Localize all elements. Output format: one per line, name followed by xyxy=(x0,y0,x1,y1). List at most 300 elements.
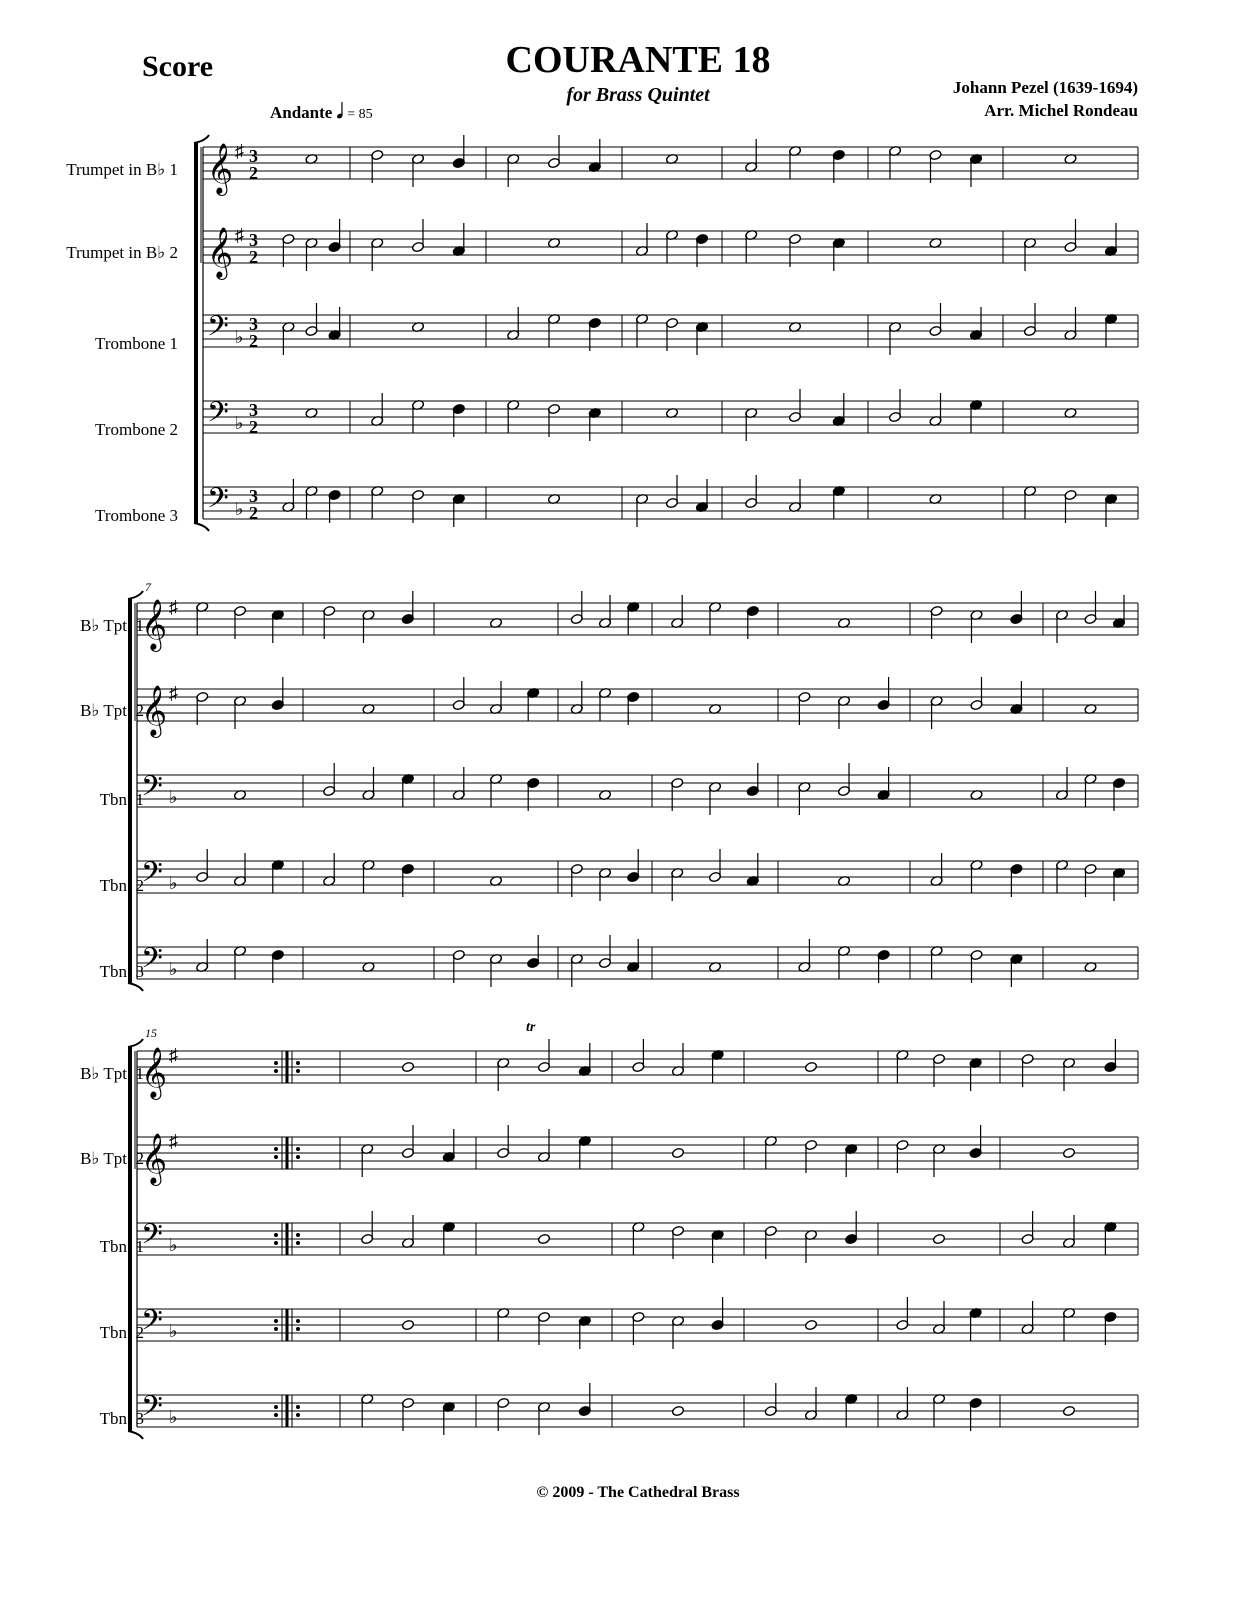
treble-clef-icon: 𝄞 xyxy=(141,1048,168,1097)
composer-credit: Johann Pezel (1639-1694) xyxy=(952,78,1138,97)
note-head xyxy=(930,945,943,956)
bass-clef-icon: 𝄢 xyxy=(141,944,163,981)
note-head xyxy=(695,321,708,332)
tempo-metronome: = 85 xyxy=(347,107,373,122)
bracket-hook xyxy=(128,983,143,991)
note-head xyxy=(671,617,684,628)
piece-title: COURANTE 18 xyxy=(505,39,771,81)
note-head xyxy=(196,961,209,972)
note-head xyxy=(930,695,943,706)
note-head xyxy=(547,313,560,324)
note-head xyxy=(845,1393,858,1404)
note-head xyxy=(233,875,246,886)
note-head xyxy=(1023,485,1036,496)
note-head xyxy=(627,961,640,972)
time-signature-top: 3 xyxy=(249,314,258,334)
note-head xyxy=(764,1135,777,1146)
note-head xyxy=(1023,237,1036,248)
note-head xyxy=(746,785,759,796)
instrument-short-trombone-1: Tbn. 1 xyxy=(99,790,144,809)
note-head xyxy=(537,1233,550,1244)
note-head xyxy=(489,773,502,784)
note-head xyxy=(452,245,465,256)
note-head xyxy=(708,703,721,714)
time-signature-top: 3 xyxy=(249,146,258,166)
note-head xyxy=(1010,953,1023,964)
note-head xyxy=(671,1147,684,1158)
flat-icon: ♭ xyxy=(169,873,178,893)
note-head xyxy=(798,781,811,792)
treble-clef-icon: 𝄞 xyxy=(207,228,234,277)
note-head xyxy=(632,1061,645,1072)
note-head xyxy=(271,609,284,620)
note-head xyxy=(537,1061,550,1072)
treble-clef-icon: 𝄞 xyxy=(141,600,168,649)
flat-icon: ♭ xyxy=(169,787,178,807)
note-head xyxy=(588,407,601,418)
note-head xyxy=(745,407,758,418)
note-head xyxy=(1062,1307,1075,1318)
note-head xyxy=(1064,489,1077,500)
note-head xyxy=(1064,153,1077,164)
instrument-short-trombone-3: Tbn. 3 xyxy=(99,962,144,981)
note-head xyxy=(362,789,375,800)
note-head xyxy=(1062,1405,1075,1416)
note-head xyxy=(489,617,502,628)
note-head xyxy=(1062,1237,1075,1248)
repeat-dot xyxy=(296,1233,300,1237)
note-head xyxy=(745,497,758,508)
note-head xyxy=(929,415,942,426)
sharp-icon: ♯ xyxy=(235,141,244,161)
note-head xyxy=(1062,1147,1075,1158)
repeat-dot xyxy=(274,1327,278,1331)
repeat-dot xyxy=(274,1155,278,1159)
note-head xyxy=(371,149,384,160)
note-head xyxy=(497,1057,510,1068)
note-head xyxy=(507,153,520,164)
note-head xyxy=(1104,493,1117,504)
note-head xyxy=(970,789,983,800)
note-head xyxy=(305,407,318,418)
note-head xyxy=(578,1405,591,1416)
note-head xyxy=(837,785,850,796)
note-head xyxy=(196,601,209,612)
note-head xyxy=(877,949,890,960)
note-head xyxy=(371,485,384,496)
note-head xyxy=(1055,859,1068,870)
note-head xyxy=(1112,777,1125,788)
treble-clef-icon: 𝄞 xyxy=(141,686,168,735)
repeat-dot xyxy=(296,1405,300,1409)
note-head xyxy=(929,493,942,504)
note-head xyxy=(665,407,678,418)
bass-clef-icon: 𝄢 xyxy=(207,398,229,435)
bass-clef-icon: 𝄢 xyxy=(207,484,229,521)
note-head xyxy=(233,605,246,616)
note-head xyxy=(932,1323,945,1334)
bracket-hook xyxy=(128,1431,143,1439)
note-head xyxy=(1104,1221,1117,1232)
note-head xyxy=(804,1409,817,1420)
measure-number: 7 xyxy=(145,580,151,594)
flat-icon: ♭ xyxy=(235,413,244,433)
bass-clef-icon: 𝄢 xyxy=(207,312,229,349)
note-head xyxy=(1055,609,1068,620)
note-head xyxy=(452,157,465,168)
note-head xyxy=(570,703,583,714)
note-head xyxy=(896,1049,909,1060)
note-head xyxy=(671,1225,684,1236)
note-head xyxy=(969,1057,982,1068)
note-head xyxy=(1010,703,1023,714)
note-head xyxy=(877,699,890,710)
note-head xyxy=(328,241,341,252)
note-head xyxy=(328,329,341,340)
note-head xyxy=(411,489,424,500)
note-head xyxy=(507,329,520,340)
note-head xyxy=(788,501,801,512)
bass-clef-icon: 𝄢 xyxy=(141,1392,163,1429)
note-head xyxy=(711,1319,724,1330)
sharp-icon: ♯ xyxy=(169,1045,178,1065)
note-head xyxy=(635,493,648,504)
note-head xyxy=(1010,863,1023,874)
note-head xyxy=(969,329,982,340)
note-head xyxy=(452,403,465,414)
note-head xyxy=(635,313,648,324)
flat-icon: ♭ xyxy=(169,1407,178,1427)
note-head xyxy=(929,149,942,160)
note-head xyxy=(371,415,384,426)
note-head xyxy=(362,703,375,714)
note-head xyxy=(970,949,983,960)
time-signature-bottom: 2 xyxy=(249,331,258,351)
note-head xyxy=(401,1397,414,1408)
note-head xyxy=(671,1065,684,1076)
instrument-short-trombone-2: Tbn. 2 xyxy=(99,1323,144,1342)
repeat-dot xyxy=(274,1233,278,1237)
note-head xyxy=(969,1147,982,1158)
note-head xyxy=(1084,613,1097,624)
note-head xyxy=(1084,773,1097,784)
note-head xyxy=(837,945,850,956)
note-head xyxy=(401,1061,414,1072)
note-head xyxy=(570,953,583,964)
note-head xyxy=(401,1237,414,1248)
note-head xyxy=(401,1147,414,1158)
note-head xyxy=(305,485,318,496)
time-signature-bottom: 2 xyxy=(249,163,258,183)
note-head xyxy=(788,145,801,156)
note-head xyxy=(271,949,284,960)
note-head xyxy=(1084,703,1097,714)
bass-clef-icon: 𝄢 xyxy=(141,1220,163,1257)
note-head xyxy=(442,1151,455,1162)
note-head xyxy=(361,1143,374,1154)
note-head xyxy=(362,961,375,972)
note-head xyxy=(1104,313,1117,324)
note-head xyxy=(1010,613,1023,624)
note-head xyxy=(845,1143,858,1154)
instrument-short-trombone-2: Tbn. 2 xyxy=(99,876,144,895)
note-head xyxy=(888,411,901,422)
instrument-short-trumpet-2: B♭ Tpt. 2 xyxy=(80,701,144,720)
note-head xyxy=(452,493,465,504)
note-head xyxy=(537,1311,550,1322)
trill-ornament: tr xyxy=(526,1020,536,1035)
note-head xyxy=(896,1409,909,1420)
note-head xyxy=(547,237,560,248)
repeat-dot xyxy=(296,1147,300,1151)
note-head xyxy=(627,871,640,882)
note-head xyxy=(832,485,845,496)
note-head xyxy=(930,875,943,886)
note-head xyxy=(635,245,648,256)
note-head xyxy=(233,789,246,800)
note-head xyxy=(804,1319,817,1330)
note-head xyxy=(969,1397,982,1408)
note-head xyxy=(442,1221,455,1232)
note-head xyxy=(627,691,640,702)
note-head xyxy=(323,875,336,886)
note-head xyxy=(932,1143,945,1154)
note-head xyxy=(969,153,982,164)
flat-icon: ♭ xyxy=(169,959,178,979)
note-head xyxy=(788,411,801,422)
time-signature-top: 3 xyxy=(249,230,258,250)
instrument-short-trumpet-1: B♭ Tpt. 1 xyxy=(80,1064,144,1083)
note-head xyxy=(708,781,721,792)
note-head xyxy=(323,785,336,796)
note-head xyxy=(527,687,540,698)
note-head xyxy=(969,1307,982,1318)
note-head xyxy=(570,863,583,874)
note-head xyxy=(1064,329,1077,340)
note-head xyxy=(832,415,845,426)
note-head xyxy=(1104,1311,1117,1322)
note-head xyxy=(804,1229,817,1240)
note-head xyxy=(708,601,721,612)
note-head xyxy=(929,237,942,248)
note-head xyxy=(537,1401,550,1412)
note-head xyxy=(745,161,758,172)
note-head xyxy=(323,605,336,616)
note-head xyxy=(1112,617,1125,628)
note-head xyxy=(970,859,983,870)
note-head xyxy=(401,863,414,874)
note-head xyxy=(328,489,341,500)
note-head xyxy=(305,325,318,336)
note-head xyxy=(896,1319,909,1330)
note-head xyxy=(888,145,901,156)
note-head xyxy=(888,321,901,332)
flat-icon: ♭ xyxy=(235,327,244,347)
note-head xyxy=(896,1139,909,1150)
note-head xyxy=(804,1139,817,1150)
repeat-dot xyxy=(296,1327,300,1331)
note-head xyxy=(305,237,318,248)
note-head xyxy=(1064,241,1077,252)
note-head xyxy=(1023,325,1036,336)
repeat-dot xyxy=(296,1241,300,1245)
note-head xyxy=(305,153,318,164)
note-head xyxy=(411,399,424,410)
note-head xyxy=(632,1221,645,1232)
repeat-dot xyxy=(274,1069,278,1073)
note-head xyxy=(804,1061,817,1072)
sharp-icon: ♯ xyxy=(169,1131,178,1151)
repeat-dot xyxy=(274,1241,278,1245)
time-signature-top: 3 xyxy=(249,486,258,506)
note-head xyxy=(929,325,942,336)
bass-clef-icon: 𝄢 xyxy=(141,1306,163,1343)
note-head xyxy=(570,613,583,624)
note-head xyxy=(547,157,560,168)
note-head xyxy=(497,1397,510,1408)
note-head xyxy=(401,773,414,784)
instrument-short-trombone-3: Tbn. 3 xyxy=(99,1409,144,1428)
note-head xyxy=(746,605,759,616)
instrument-short-trumpet-1: B♭ Tpt. 1 xyxy=(80,616,144,635)
note-head xyxy=(196,691,209,702)
note-head xyxy=(1055,789,1068,800)
time-signature-bottom: 2 xyxy=(249,247,258,267)
repeat-dot xyxy=(296,1061,300,1065)
repeat-dot xyxy=(296,1319,300,1323)
note-head xyxy=(832,149,845,160)
flat-icon: ♭ xyxy=(169,1321,178,1341)
note-head xyxy=(970,609,983,620)
note-head xyxy=(665,497,678,508)
note-head xyxy=(969,399,982,410)
note-head xyxy=(877,789,890,800)
note-head xyxy=(527,957,540,968)
score-label: Score xyxy=(142,50,214,83)
note-head xyxy=(578,1135,591,1146)
instrument-short-trombone-1: Tbn. 1 xyxy=(99,1237,144,1256)
note-head xyxy=(665,153,678,164)
note-head xyxy=(547,403,560,414)
note-head xyxy=(598,687,611,698)
bracket-hook xyxy=(128,591,143,599)
note-head xyxy=(671,1405,684,1416)
treble-clef-icon: 𝄞 xyxy=(207,144,234,193)
note-head xyxy=(1084,863,1097,874)
note-head xyxy=(1112,867,1125,878)
note-head xyxy=(788,233,801,244)
note-head xyxy=(233,945,246,956)
measure-number: 15 xyxy=(145,1026,157,1040)
note-head xyxy=(282,233,295,244)
repeat-dot xyxy=(296,1413,300,1417)
note-head xyxy=(764,1405,777,1416)
instrument-label-trombone-2: Trombone 2 xyxy=(95,420,178,439)
note-head xyxy=(489,875,502,886)
bracket-hook xyxy=(194,135,209,143)
repeat-dot xyxy=(296,1155,300,1159)
instrument-label-trumpet-2: Trumpet in B♭ 2 xyxy=(66,243,178,262)
tempo-text: Andante xyxy=(270,103,333,122)
note-head xyxy=(233,695,246,706)
note-head xyxy=(798,691,811,702)
note-head xyxy=(497,1147,510,1158)
bracket-hook xyxy=(128,1039,143,1047)
note-head xyxy=(578,1315,591,1326)
note-head xyxy=(711,1049,724,1060)
note-head xyxy=(452,789,465,800)
note-head xyxy=(671,867,684,878)
note-head xyxy=(401,613,414,624)
note-head xyxy=(362,609,375,620)
note-head xyxy=(362,859,375,870)
flat-icon: ♭ xyxy=(235,499,244,519)
note-head xyxy=(1104,245,1117,256)
note-head xyxy=(411,153,424,164)
treble-clef-icon: 𝄞 xyxy=(141,1134,168,1183)
note-head xyxy=(632,1311,645,1322)
note-head xyxy=(665,229,678,240)
note-head xyxy=(845,1233,858,1244)
copyright-notice: © 2009 - The Cathedral Brass xyxy=(536,1484,740,1501)
note-head xyxy=(588,161,601,172)
time-signature-bottom: 2 xyxy=(249,417,258,437)
bass-clef-icon: 𝄢 xyxy=(141,858,163,895)
note-head xyxy=(271,859,284,870)
note-head xyxy=(527,777,540,788)
note-head xyxy=(401,1319,414,1330)
note-head xyxy=(695,233,708,244)
note-head xyxy=(1084,961,1097,972)
repeat-dot xyxy=(274,1061,278,1065)
note-head xyxy=(837,695,850,706)
note-head xyxy=(746,875,759,886)
note-head xyxy=(588,317,601,328)
note-head xyxy=(1062,1057,1075,1068)
half-note-icon: 𝅘𝅥 xyxy=(336,101,343,123)
note-head xyxy=(711,1229,724,1240)
note-head xyxy=(671,1315,684,1326)
note-head xyxy=(371,237,384,248)
note-head xyxy=(1064,407,1077,418)
note-head xyxy=(837,617,850,628)
note-head xyxy=(452,949,465,960)
note-head xyxy=(837,875,850,886)
instrument-label-trumpet-1: Trumpet in B♭ 1 xyxy=(66,160,178,179)
note-head xyxy=(598,957,611,968)
instrument-label-trombone-1: Trombone 1 xyxy=(95,334,178,353)
note-head xyxy=(671,777,684,788)
sharp-icon: ♯ xyxy=(235,225,244,245)
repeat-dot xyxy=(274,1413,278,1417)
note-head xyxy=(598,789,611,800)
note-head xyxy=(1104,1061,1117,1072)
sharp-icon: ♯ xyxy=(169,683,178,703)
note-head xyxy=(547,493,560,504)
note-head xyxy=(507,399,520,410)
note-head xyxy=(627,601,640,612)
time-signature-bottom: 2 xyxy=(249,503,258,523)
note-head xyxy=(745,229,758,240)
instrument-short-trumpet-2: B♭ Tpt. 2 xyxy=(80,1149,144,1168)
note-head xyxy=(932,1393,945,1404)
note-head xyxy=(361,1393,374,1404)
note-head xyxy=(764,1225,777,1236)
note-head xyxy=(930,605,943,616)
repeat-dot xyxy=(274,1405,278,1409)
piece-subtitle: for Brass Quintet xyxy=(566,84,710,106)
note-head xyxy=(271,699,284,710)
